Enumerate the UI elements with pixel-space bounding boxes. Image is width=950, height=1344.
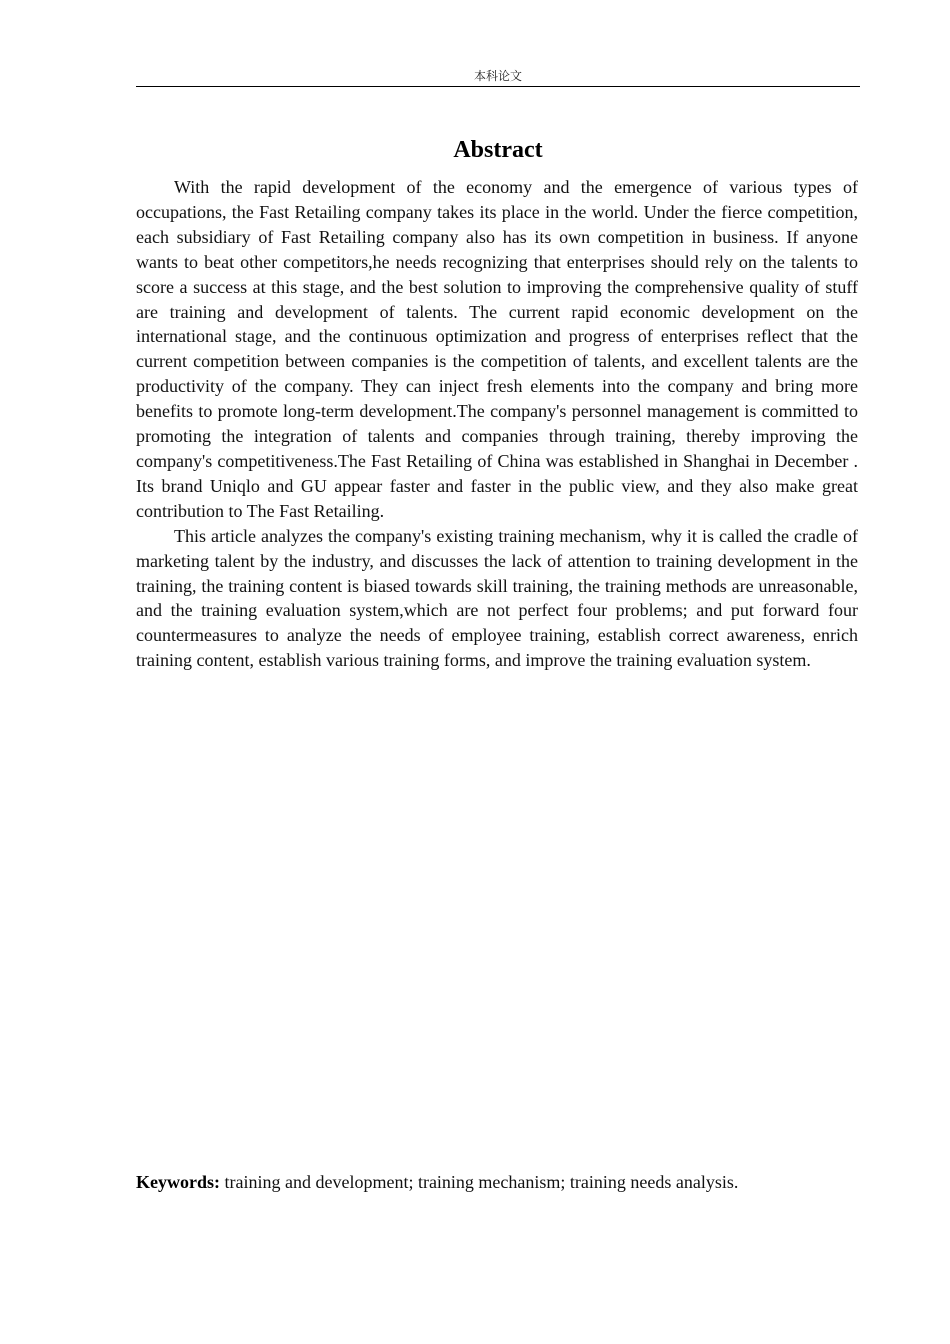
keywords-label: Keywords: [136,1172,220,1192]
abstract-paragraph-2: This article analyzes the company's existing training mechanism, why it is called the cradle of marketing talent by the industry, and discusses the lack of attention to training development in the training, the training content is biased towards skill training, the training methods are unreasonable, and the training evaluation system,which are not perfect four problems; and put forward four countermeasures to analyze the needs of employee training, establish correct awareness, enrich training content, establish various training forms, and improve the training evaluation system. [136,525,858,671]
abstract-body [136,175,858,673]
keywords-line [136,1170,860,1195]
abstract-title: Abstract [453,137,543,163]
keywords-text: training and development; training mechanism; training needs analysis. [220,1172,739,1192]
running-header: 本科论文 [136,66,860,87]
abstract-paragraph-1: With the rapid development of the economy and the emergence of various types of occupations, the Fast Retailing company takes its place in the world. Under the fierce competition, each subsidiary of Fast Retailing company also has its own competition in business. If anyone wants to beat other competitors,he needs recognizing that enterprises should rely on the talents to score a success at this stage, and the best solution to improving the comprehensive quality of stuff are training and development of talents. The current rapid economic development on the international stage, and the continuous optimization and progress of enterprises reflect that the current competition between companies is the competition of talents, and excellent talents are the productivity of the company. They can inject fresh elements into the company and bring more benefits to promote long-term development.The company's personnel management is committed to promoting the integration of talents and companies through training, thereby improving the company's competitiveness.The Fast Retailing of China was established in Shanghai in December . Its brand Uniqlo and GU appear faster and faster in the public view, and they also make great contribution to The Fast Retailing. [136,177,858,521]
